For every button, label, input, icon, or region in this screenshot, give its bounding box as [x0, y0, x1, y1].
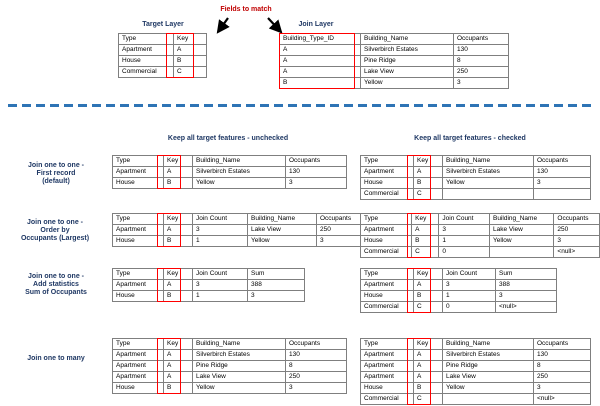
cell-key: A	[164, 350, 193, 361]
join-layer-table	[279, 33, 509, 89]
table-header-row	[113, 214, 366, 225]
table-row	[113, 236, 366, 247]
table-row	[113, 225, 366, 236]
cell-key: A	[164, 225, 193, 236]
cell-occupants: 130	[454, 45, 509, 56]
cell-occupants: 3	[554, 236, 600, 247]
th-type: Type	[113, 269, 164, 280]
table-header-row	[361, 269, 557, 280]
target-layer-table-wrap	[118, 33, 207, 78]
cell-building-type-id: A	[280, 45, 361, 56]
cell-key: B	[174, 56, 207, 67]
row-label-line3: (default)	[42, 178, 70, 186]
th-occupants: Occupants	[534, 156, 591, 167]
target-layer-label: Target Layer	[142, 21, 184, 28]
cell-key: A	[164, 372, 193, 383]
cell-join-count: 3	[443, 280, 496, 291]
cell-key: C	[414, 302, 443, 313]
table-row	[119, 56, 207, 67]
cell-type: House	[119, 56, 174, 67]
th-occupants: Occupants	[286, 339, 347, 350]
cell-key: A	[164, 280, 193, 291]
cell-sum: 388	[248, 280, 305, 291]
cell-type: Apartment	[361, 225, 412, 236]
cell-sum: 3	[496, 291, 557, 302]
cell-occupants: 3	[286, 383, 347, 394]
row3-checked-table-wrap	[360, 268, 557, 313]
cell-type: House	[361, 236, 412, 247]
cell-key: A	[414, 167, 443, 178]
th-building-name: Building_Name	[193, 339, 286, 350]
table-row	[361, 247, 600, 258]
row-label-first-record	[4, 162, 108, 186]
join-layer-label: Join Layer	[298, 21, 334, 28]
cell-building-name: Yellow	[443, 383, 534, 394]
th-key: Key	[414, 156, 443, 167]
cell-key: C	[414, 189, 443, 200]
row1-unchecked-table	[112, 155, 347, 189]
th-occupants: Occupants	[286, 156, 347, 167]
cell-type: Apartment	[113, 167, 164, 178]
cell-occupants: 130	[534, 350, 591, 361]
cell-key: B	[414, 383, 443, 394]
th-building-name: Building_Name	[248, 214, 317, 225]
cell-building-name: Silverbirch Estates	[193, 167, 286, 178]
th-type: Type	[361, 269, 414, 280]
table-row	[361, 350, 591, 361]
cell-key: C	[412, 247, 439, 258]
table-row	[280, 78, 509, 89]
cell-building-name: Pine Ridge	[361, 56, 454, 67]
th-building-name: Building_Name	[489, 214, 553, 225]
th-type: Type	[113, 156, 164, 167]
cell-key: C	[174, 67, 207, 78]
row-label-add-statistics	[2, 273, 110, 297]
cell-sum: <null>	[496, 302, 557, 313]
cell-join-count: 1	[443, 291, 496, 302]
table-header-row	[113, 339, 347, 350]
cell-occupants: 130	[534, 167, 591, 178]
row3-checked-table	[360, 268, 557, 313]
row4-unchecked-table-wrap	[112, 338, 347, 394]
cell-key: C	[414, 394, 443, 405]
row1-unchecked-table-wrap	[112, 155, 347, 189]
row-label-line3: Occupants (Largest)	[20, 235, 90, 243]
cell-key: B	[164, 291, 193, 302]
cell-occupants: 3	[454, 78, 509, 89]
cell-type: Commercial	[361, 247, 412, 258]
cell-type: Apartment	[119, 45, 174, 56]
cell-join-count: 0	[443, 302, 496, 313]
th-sum: Sum	[248, 269, 305, 280]
row2-checked-table-wrap	[360, 213, 600, 258]
th-building-name: Building_Name	[193, 156, 286, 167]
table-row	[113, 350, 347, 361]
cell-building-name: Yellow	[193, 178, 286, 189]
cell-sum: 3	[248, 291, 305, 302]
row-label-line2: First record	[36, 170, 76, 178]
table-row	[280, 56, 509, 67]
cell-building-name: Pine Ridge	[443, 361, 534, 372]
table-header-row	[361, 339, 591, 350]
cell-join-count: 3	[439, 225, 490, 236]
cell-building-type-id: B	[280, 78, 361, 89]
cell-occupants: 3	[317, 236, 366, 247]
cell-key: A	[414, 350, 443, 361]
cell-key: B	[164, 178, 193, 189]
cell-occupants: 250	[286, 372, 347, 383]
row-label-line2: Add statistics	[33, 281, 79, 289]
table-row	[280, 45, 509, 56]
table-row	[361, 225, 600, 236]
table-row	[280, 67, 509, 78]
cell-occupants: 3	[534, 178, 591, 189]
cell-type: House	[113, 291, 164, 302]
table-header-row	[113, 156, 347, 167]
table-row	[361, 383, 591, 394]
cell-building-name: Lake View	[361, 67, 454, 78]
th-join-count: Join Count	[439, 214, 490, 225]
row-label-line1: Join one to one -	[27, 219, 83, 226]
table-row	[113, 167, 347, 178]
cell-type: Apartment	[361, 280, 414, 291]
cell-occupants	[534, 189, 591, 200]
table-row	[113, 372, 347, 383]
cell-key: B	[414, 178, 443, 189]
cell-occupants: <null>	[534, 394, 591, 405]
row1-checked-table-wrap	[360, 155, 591, 200]
th-key: Key	[164, 214, 193, 225]
table-header-row	[361, 214, 600, 225]
row-label-line1: Join one to one -	[28, 162, 84, 169]
cell-occupants: 3	[534, 383, 591, 394]
row-label-line2: Order by	[40, 227, 70, 235]
th-building-name: Building_Name	[443, 339, 534, 350]
cell-building-name: Yellow	[361, 78, 454, 89]
cell-building-name: Yellow	[489, 236, 553, 247]
keep-checked-header: Keep all target features - checked	[414, 135, 526, 142]
cell-building-name: Yellow	[193, 383, 286, 394]
th-type: Type	[113, 339, 164, 350]
cell-occupants: 8	[534, 361, 591, 372]
cell-type: House	[113, 178, 164, 189]
cell-type: Commercial	[119, 67, 174, 78]
cell-type: Apartment	[113, 372, 164, 383]
cell-key: A	[414, 280, 443, 291]
cell-key: B	[412, 236, 439, 247]
cell-occupants: 8	[454, 56, 509, 67]
cell-key: A	[164, 361, 193, 372]
target-layer-table	[118, 33, 207, 78]
row1-checked-table	[360, 155, 591, 200]
row2-unchecked-table	[112, 213, 366, 247]
cell-type: Apartment	[113, 280, 164, 291]
cell-join-count: 1	[193, 291, 248, 302]
table-row	[361, 178, 591, 189]
cell-type: House	[113, 383, 164, 394]
cell-type: Commercial	[361, 394, 414, 405]
th-type: Type	[119, 34, 174, 45]
table-row	[361, 236, 600, 247]
cell-key: B	[164, 236, 193, 247]
th-occupants: Occupants	[317, 214, 366, 225]
th-sum: Sum	[496, 269, 557, 280]
table-header-row	[280, 34, 509, 45]
cell-type: Apartment	[361, 167, 414, 178]
th-key: Key	[412, 214, 439, 225]
cell-type: House	[113, 236, 164, 247]
row3-unchecked-table-wrap	[112, 268, 305, 302]
table-row	[361, 280, 557, 291]
th-key: Key	[164, 269, 193, 280]
row3-unchecked-table	[112, 268, 305, 302]
table-row	[361, 167, 591, 178]
row-label-line3: Sum of Occupants	[25, 289, 87, 297]
cell-building-name: Pine Ridge	[193, 361, 286, 372]
cell-occupants: 250	[454, 67, 509, 78]
cell-building-name	[489, 247, 553, 258]
cell-occupants: 250	[534, 372, 591, 383]
th-key: Key	[164, 156, 193, 167]
section-divider	[8, 104, 592, 107]
cell-occupants: 130	[286, 350, 347, 361]
cell-key: A	[414, 372, 443, 383]
th-key: Key	[164, 339, 193, 350]
th-key: Key	[414, 339, 443, 350]
cell-building-type-id: A	[280, 56, 361, 67]
table-row	[113, 383, 347, 394]
cell-join-count: 1	[439, 236, 490, 247]
table-row	[113, 280, 305, 291]
cell-occupants: 8	[286, 361, 347, 372]
table-row	[113, 178, 347, 189]
cell-type: Commercial	[361, 302, 414, 313]
cell-key: A	[164, 167, 193, 178]
cell-sum: 388	[496, 280, 557, 291]
cell-building-name	[443, 189, 534, 200]
table-row	[119, 67, 207, 78]
th-join-count: Join Count	[193, 214, 248, 225]
th-join-count: Join Count	[193, 269, 248, 280]
cell-building-name: Yellow	[443, 178, 534, 189]
th-type: Type	[361, 339, 414, 350]
cell-building-name: Silverbirch Estates	[361, 45, 454, 56]
cell-occupants: 130	[286, 167, 347, 178]
row4-checked-table-wrap	[360, 338, 591, 405]
table-row	[113, 361, 347, 372]
th-key: Key	[414, 269, 443, 280]
cell-building-name: Lake View	[248, 225, 317, 236]
table-row	[361, 302, 557, 313]
cell-join-count: 3	[193, 225, 248, 236]
cell-join-count: 0	[439, 247, 490, 258]
cell-join-count: 3	[193, 280, 248, 291]
th-occupants: Occupants	[534, 339, 591, 350]
cell-building-name: Silverbirch Estates	[443, 350, 534, 361]
table-header-row	[361, 156, 591, 167]
cell-building-name: Lake View	[193, 372, 286, 383]
cell-type: House	[361, 178, 414, 189]
cell-building-type-id: A	[280, 67, 361, 78]
th-occupants: Occupants	[554, 214, 600, 225]
table-row	[119, 45, 207, 56]
th-building-name: Building_Name	[443, 156, 534, 167]
th-type: Type	[361, 156, 414, 167]
cell-join-count: 1	[193, 236, 248, 247]
row-label-order-by	[0, 219, 110, 243]
table-header-row	[119, 34, 207, 45]
cell-occupants: 250	[554, 225, 600, 236]
cell-building-name	[443, 394, 534, 405]
cell-type: House	[361, 383, 414, 394]
row2-unchecked-table-wrap	[112, 213, 366, 247]
cell-type: Apartment	[113, 225, 164, 236]
table-row	[361, 189, 591, 200]
cell-occupants: <null>	[554, 247, 600, 258]
cell-type: Apartment	[361, 361, 414, 372]
row-label-line1: Join one to one -	[28, 273, 84, 280]
cell-building-name: Lake View	[443, 372, 534, 383]
th-building-name: Building_Name	[361, 34, 454, 45]
keep-unchecked-header: Keep all target features - unchecked	[167, 135, 289, 142]
cell-type: Apartment	[113, 350, 164, 361]
table-row	[361, 291, 557, 302]
cell-type: Apartment	[361, 350, 414, 361]
row-label-join-one-to-many: Join one to many	[27, 355, 85, 362]
cell-type: Commercial	[361, 189, 414, 200]
table-row	[361, 361, 591, 372]
th-occupants: Occupants	[454, 34, 509, 45]
th-building-type-id: Building_Type_ID	[280, 34, 361, 45]
cell-occupants: 250	[317, 225, 366, 236]
table-row	[361, 394, 591, 405]
table-header-row	[113, 269, 305, 280]
cell-key: A	[412, 225, 439, 236]
cell-building-name: Silverbirch Estates	[193, 350, 286, 361]
row2-checked-table	[360, 213, 600, 258]
table-row	[361, 372, 591, 383]
cell-type: Apartment	[361, 372, 414, 383]
th-key: Key	[174, 34, 207, 45]
th-type: Type	[113, 214, 164, 225]
cell-key: A	[414, 361, 443, 372]
cell-type: Apartment	[113, 361, 164, 372]
th-join-count: Join Count	[443, 269, 496, 280]
cell-key: A	[174, 45, 207, 56]
cell-type: House	[361, 291, 414, 302]
cell-key: B	[164, 383, 193, 394]
cell-building-name: Yellow	[248, 236, 317, 247]
cell-building-name: Lake View	[489, 225, 553, 236]
join-layer-table-wrap	[279, 33, 509, 89]
table-row	[113, 291, 305, 302]
cell-occupants: 3	[286, 178, 347, 189]
row4-checked-table	[360, 338, 591, 405]
th-type: Type	[361, 214, 412, 225]
row4-unchecked-table	[112, 338, 347, 394]
fields-to-match-label: Fields to match	[220, 6, 272, 13]
cell-key: B	[414, 291, 443, 302]
cell-building-name: Silverbirch Estates	[443, 167, 534, 178]
